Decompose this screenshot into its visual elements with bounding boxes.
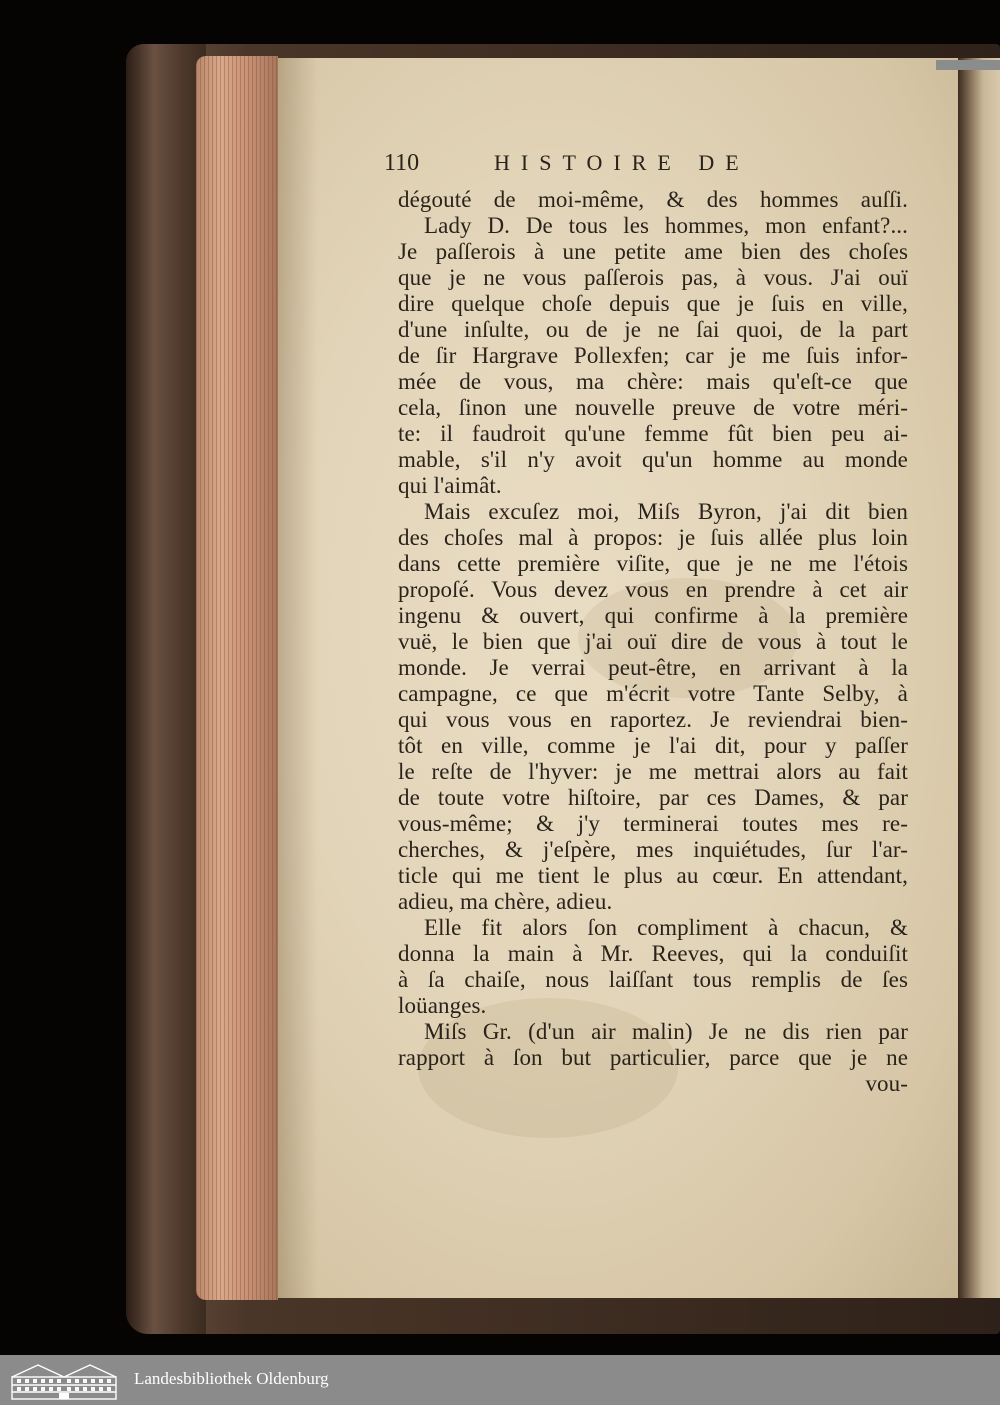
text-line: cherches, & j'eſpère, mes inquiétudes, ſur l'ar- [398,837,908,862]
text-line: que je ne vous paſſerois pas, à vous. J'ai ouï [398,265,908,290]
text-line: Miſs Gr. (d'un air malin) Je ne dis rien par [424,1019,908,1044]
top-strip [936,60,1000,70]
catchword: vou- [865,1071,908,1096]
text-line: de ſir Hargrave Pollexfen; car je me ſuis infor- [398,343,908,368]
text-line: loüanges. [398,993,487,1018]
text-line: Mais excuſez moi, Miſs Byron, j'ai dit bien [424,499,908,524]
text-line: dégouté de moi-même, & des hommes auſſi. [398,187,908,212]
text-line: dans cette première viſite, que je ne me l'étois [398,551,908,576]
text-line: le reſte de l'hyver: je me mettrai alors au fait [398,759,908,784]
text-line: dire quelque choſe depuis que je ſuis en ville, [398,291,908,316]
text-line: te: il faudroit qu'une femme fût bien peu ai- [398,421,908,446]
text-line: mable, s'il n'y avoit qu'un homme au monde [398,447,908,472]
text-line: propoſé. Vous devez vous en prendre à cet air [398,577,908,602]
text-line: des choſes mal à propos: je ſuis allée plus loin [398,525,908,550]
text-line: Lady D. De tous les hommes, mon enfant?... [424,213,908,238]
page-header [384,150,844,180]
text-line: cela, ſinon une nouvelle preuve de votre méri- [398,395,908,420]
text-line: qui vous vous en raportez. Je reviendrai bien- [398,707,908,732]
library-name: Landesbibliothek Oldenburg [134,1369,329,1388]
text-line: adieu, ma chère, adieu. [398,889,613,914]
text-line: vous-même; & j'y terminerai toutes mes re- [398,811,908,836]
text-line: tôt en ville, comme je l'ai dit, pour y paſſer [398,733,908,758]
book-spine-edge [126,44,206,1334]
text-line: campagne, ce que m'écrit votre Tante Selby, à [398,681,908,706]
text-line: monde. Je verrai peut-être, en arrivant à la [398,655,908,680]
page-edges [196,56,278,1300]
text-line: mée de vous, ma chère: mais qu'eſt-ce que [398,369,908,394]
text-line: ticle qui me tient le plus au cœur. En attendant, [398,863,908,888]
library-building-icon [8,1359,120,1401]
text-line: qui l'aimât. [398,473,502,498]
facing-page-gutter [958,58,1000,1298]
page-number: 110 [384,150,420,176]
text-line: rapport à ſon but particulier, parce que je ne [398,1045,908,1070]
text-line: de toute votre hiſtoire, par ces Dames, & par [398,785,908,810]
text-line: d'une inſulte, ou de je ne ſai quoi, de la part [398,317,908,342]
footer-bar [0,1355,1000,1405]
text-line: Je paſſerois à une petite ame bien des choſes [398,239,908,264]
text-line: Elle fit alors ſon compliment à chacun, & [424,915,908,940]
text-line: ingenu & ouvert, qui confirme à la première [398,603,908,628]
text-line: à ſa chaiſe, nous laiſſant tous remplis de ſes [398,967,908,992]
text-line: vuë, le bien que j'ai ouï dire de vous à tout le [398,629,908,654]
running-head: HISTOIRE DE [494,150,750,175]
text-line: donna la main à Mr. Reeves, qui la conduiſit [398,941,908,966]
